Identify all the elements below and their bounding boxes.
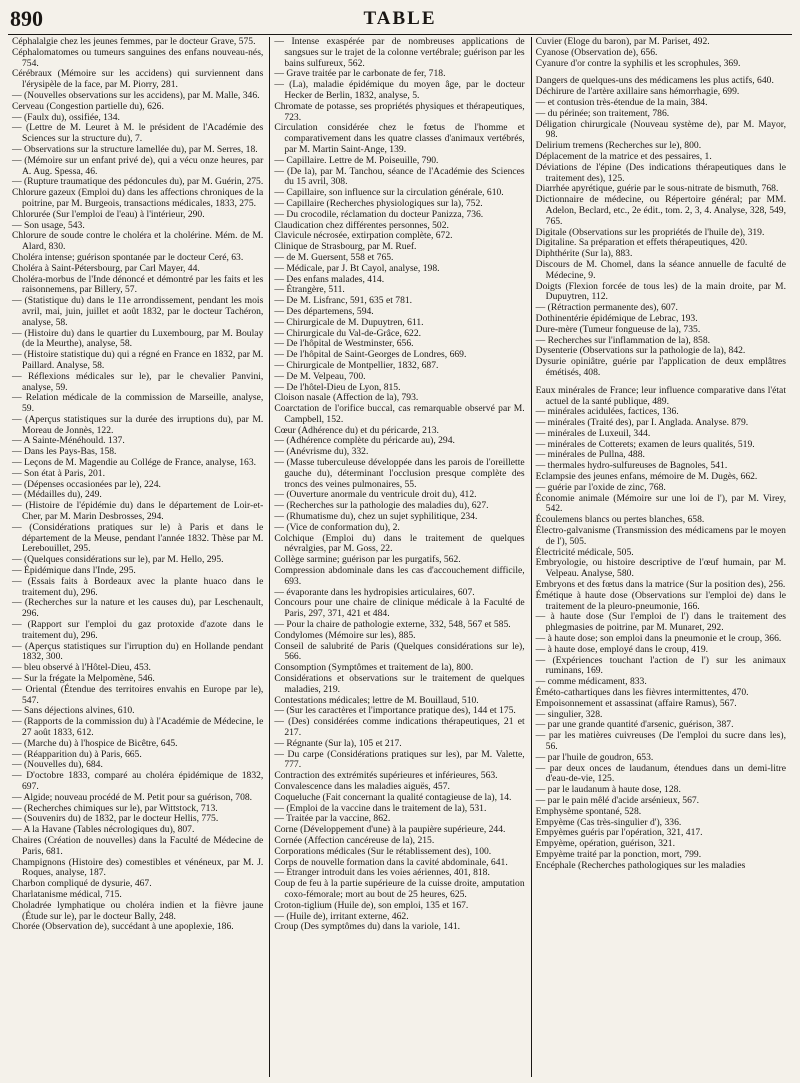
index-entry: — Etranger introduit dans les voies aériennes, 401, 818. [274,867,490,879]
index-entry: Écoulemens blancs ou pertes blanches, 658. [535,514,705,526]
index-entry: Diphthérite (Sur la), 883. [535,248,633,260]
index-entry: — bleu observé à l'Hôtel-Dieu, 453. [12,662,151,674]
index-entry: — (Rhumatisme du), chez un sujet syphilitique, 234. [274,511,478,523]
index-entry: — (Aperçus statistiques sur la durée des irruptions du), par M. Moreau de Jonnès, 122. [12,413,264,436]
index-entry: — Chirurgicale du Val-de-Grâce, 622. [274,327,422,339]
index-entry: — Des départemens, 594. [274,305,374,317]
index-entry: — (Ouverture anormale du ventricule droit du), 412. [274,489,477,501]
index-entry: Électro-galvanisme (Transmission des médicamens par le moyen de l'), 505. [535,525,786,547]
index-entry: Embryons et des fœtus dans la matrice (Sur la position des), 256. [535,579,786,591]
index-entry: — Dans les Pays-Bas, 158. [12,446,117,458]
index-entry: Convalescence dans les maladies aiguës, 457. [274,780,450,792]
index-entry: Chlorure de soude contre le choléra et la cholérine. Mém. de M. Alard, 830. [12,230,264,253]
index-entry: — et contusion très-étendue de la main, 384. [535,96,708,108]
index-entry: — évaporante dans les hydropisies articulaires, 607. [274,586,475,598]
index-entry: Consomption (Symptômes et traitement de la), 800. [274,662,474,674]
index-entry: — (Expériences touchant l'action de l') sur les animaux ruminans, 169. [535,654,786,677]
index-entry: — (Rapports de la commission du) à l'Académie de Médecine, le 27 août 1833, 612. [12,716,264,738]
index-entry: Coup de feu à la partie supérieure de la cuisse droite, amputation coxo-fémorale; mort au bout de 25 heures, 625. [274,878,525,900]
index-entry: Contraction des extrémités supérieures et inférieures, 563. [274,770,498,782]
index-entry: — Pour la chaire de pathologie externe, 332, 548, 567 et 585. [274,619,511,631]
index-column-2 [269,37,530,1077]
index-entry: — Réflexions médicales sur le), par le chevalier Panvini, analyse, 59. [12,370,264,393]
index-entry: Déligation chirurgicale (Nouveau système de), par M. Mayor, 98. [535,118,786,141]
index-entry: Considérations et observations sur le traitement de quelques maladies, 219. [274,673,525,695]
index-entry: — thermales hydro-sulfureuses de Bagnoles, 541. [535,460,728,472]
index-entry: Déchirure de l'artère axillaire sans hémorrhagie, 699. [535,86,740,98]
index-entry: Céphalalgie chez les jeunes femmes, par le docteur Grave, 575. [12,37,256,47]
index-entry: — minérales de Luxeuil, 344. [535,427,651,439]
index-entry: — A Sainte-Ménéhould. 137. [12,435,125,447]
index-entry: — Traitée par la vaccine, 862. [274,813,391,825]
index-entry: Choladrée lymphatique ou choléra indien et la fièvre jaune (Étude sur le), par le docteur Bally, 248. [12,899,264,922]
index-entry: — Étrangère, 511. [274,284,345,296]
index-entry: Digitaline. Sa préparation et effets thérapeutiques, 420. [535,237,748,249]
index-entry: — (Aperçus statistiques sur l'irruption du) en Hollande pendant 1832, 300. [12,640,264,663]
index-entry: Choléra-morbus de l'Inde dénoncé et démontré par les faits et les raisonnemens, par Billery, 57. [12,273,264,296]
index-entry: — Des enfans malades, 414. [274,273,385,285]
index-entry: — (Recherches sur la pathologie des maladies du), 627. [274,500,489,512]
index-entry: — (Recherches chimiques sur le), par Wittstock, 713. [12,802,218,814]
index-entry: Déviations de l'épine (Des indications thérapeutiques dans le traitement des), 125. [535,161,786,184]
index-entry: Charlatanisme médical, 715. [12,888,122,900]
index-entry: Chorée (Observation de), succédant à une apoplexie, 186. [12,921,234,933]
index-entry: Champignons (Histoire des) comestibles et vénéneux, par M. J. Roques, analyse, 187. [12,856,264,879]
page-header [8,6,792,35]
index-entry: — De l'hôtel-Dieu de Lyon, 815. [274,381,401,393]
index-entry: Dysenterie (Observations sur la pathologie de la), 842. [535,345,746,357]
index-entry: — Grave traitée par le carbonate de fer, 718. [274,68,446,80]
index-entry: — Observations sur la structure lamellée du), par M. Serres, 18. [12,143,258,155]
index-entry: — à haute dose, employé dans le croup, 419. [535,643,709,655]
index-entry: — (Adhérence complète du péricarde au), 294. [274,435,455,447]
index-entry: — (Souvenirs du) de 1832, par le docteur Hellis, 775. [12,813,219,825]
index-entry: — (Anévrisme du), 332. [274,446,369,458]
index-entry: — Leçons de M. Magendie au Collége de France, analyse, 163. [12,457,257,469]
index-entry: — (De la), par M. Tanchou, séance de l'Académie des Sciences du 15 avril, 308. [274,165,525,188]
index-entry: — (Quelques considérations sur le), par M. Hello, 295. [12,554,224,566]
index-entry: — par deux onces de laudanum, étendues dans un demi-litre d'eau-de-vie, 125. [535,762,786,785]
index-columns [8,37,792,1077]
index-entry: — comme médicament, 833. [535,676,647,688]
index-entry: Empyème traité par la ponction, mort, 799. [535,848,702,860]
index-entry: Cyanose (Observation de), 656. [535,46,658,58]
index-entry: — Oriental (Étendue des territoires envahis en Europe par le), 547. [12,683,264,706]
index-entry: — Algide; nouveau procédé de M. Petit pour sa guérison, 708. [12,791,253,803]
index-entry: Céphalomatomes ou tumeurs sanguines des enfans nouveau-nés, 754. [12,46,264,69]
index-entry: — minérales acidulées, factices, 136. [535,406,679,418]
index-entry: — D'octobre 1833, comparé au choléra épidémique de 1832, 697. [12,770,264,792]
index-entry: — (Mémoire sur un enfant privé de), qui a vécu onze heures, par A. Aug. Spessa, 46. [12,154,264,177]
index-entry: — par le pain mêlé d'acide arsénieux, 567. [535,794,700,806]
index-entry: — (Nouvelles observations sur les accidens), par M. Malle, 346. [12,89,260,101]
index-entry: Circulation considérée chez le fœtus de l'homme et comparativement dans les quatre classes d'animaux vertébrés, par M. Martin Saint-Ange, 139. [274,122,525,155]
index-entry: — (Statistique du) dans le 11e arrondissement, pendant les mois avril, mai, juin, juillet et août 1832, par le docteur Tachéron, analyse, 58. [12,295,264,328]
index-entry: — minérales de Cotterets; examen de leurs qualités, 519. [535,438,755,450]
index-entry: Dure-mère (Tumeur fongueuse de la), 735. [535,323,701,335]
index-entry: Empyème, opération, guérison, 321. [535,838,675,850]
index-entry: — De l'hôpital de Saint-Georges de Londres, 669. [274,349,467,361]
index-entry: — à haute dose; son emploi dans la pneumonie et le croup, 366. [535,633,782,645]
index-entry: Diarrhée apyrétique, guérie par le sous-nitrate de bismuth, 768. [535,183,779,195]
index-entry: — Capillaire. Lettre de M. Poiseuille, 790. [274,154,439,166]
index-entry: Chlorure gazeux (Emploi du) dans les affections chroniques de la poitrine, par M. Burgeois, transactions médicales, 1833, 275. [12,187,264,209]
index-entry: — Sans déjections alvines, 610. [12,705,135,717]
index-entry: — (Masse tuberculeuse développée dans les parois de l'oreillette gauche du), déterminant l'occlusion presque complète des troncs des veines pulmonaires, 55. [274,457,525,490]
index-entry: — à haute dose (Sur l'emploi de l') dans le traitement des phlegmasies de poitrine, par M. Munaret, 292. [535,611,786,634]
index-entry: — (Médailles du), 249. [12,489,102,501]
page-number: 890 [10,6,43,31]
index-entry: — Sur la frégate la Melpomène, 546. [12,673,155,685]
index-entry: Eclampsie des jeunes enfans, mémoire de M. Dugès, 662. [535,471,758,483]
index-entry: Coqueluche (Fait concernant la qualité contagieuse de la), 14. [274,791,512,803]
index-entry: — par les matières cuivreuses (De l'emploi du sucre dans les), 56. [535,730,786,752]
index-entry: — De M. Velpeau, 700. [274,370,366,382]
index-entry: — Épidémique dans l'Inde, 295. [12,565,136,577]
index-entry: — Son usage, 543. [12,219,85,231]
index-entry: Claudication chez différentes personnes, 502. [274,219,449,231]
index-entry: Doigts (Flexion forcée de tous les) de la main droite, par M. Dupuytren, 112. [535,280,786,303]
index-entry: — minérales de Pullna, 488. [535,449,645,461]
index-entry: Cloison nasale (Affection de la), 793. [274,392,419,404]
index-entry: — (Faulx du), ossifiée, 134. [12,111,120,123]
index-entry: Emphysème spontané, 528. [535,805,642,817]
index-entry: Empyèmes guéris par l'opération, 321, 417. [535,827,703,839]
index-entry: — Chirurgicale de M. Dupuytren, 611. [274,316,424,328]
index-entry: Cerveau (Congestion partielle du), 626. [12,100,164,112]
index-entry: — (Emploi de la vaccine dans le traitement de la), 531. [274,802,487,814]
index-entry: Charbon compliqué de dysurie, 467. [12,878,152,890]
index-entry: Dangers de quelques-uns des médicamens les plus actifs, 640. [535,75,774,87]
index-entry: — Du carpe (Considérations pratiques sur les), par M. Valette, 777. [274,748,525,771]
index-entry: Corne (Développement d'une) à la paupière supérieure, 244. [274,824,506,836]
index-entry: Cérébraux (Mémoire sur les accidens) qui surviennent dans l'érysipèle de la face, par M. Piorry, 281. [12,68,264,91]
index-entry: Collège sarmine; guérison par les purgatifs, 562. [274,554,461,566]
index-entry: — (Huile de), irritant externe, 462. [274,910,409,922]
index-entry: — (Histoire de l'épidémie du) dans le département de Loir-et-Cher, par M. Marin Desbrosses, 294. [12,500,264,523]
index-entry: Eaux minérales de France; leur influence comparative dans l'état actuel de la santé publique, 489. [535,384,786,407]
index-entry: Cornée (Affection cancéreuse de la), 215. [274,834,435,846]
index-entry: Dysurie opiniâtre, guérie par l'application de deux emplâtres émétisés, 408. [535,356,786,378]
index-column-1 [8,37,269,1077]
index-entry: — (Nouvelles du), 684. [12,759,103,771]
index-entry: Cuvier (Éloge du baron), par M. Pariset, 492. [535,37,710,47]
index-entry: — (Recherches sur la nature et les causes du), par Leschenault, 296. [12,597,264,620]
index-entry: — singulier, 328. [535,708,603,720]
index-entry: — par l'huile de goudron, 653. [535,751,654,763]
index-entry: Colchique (Emploi du) dans le traitement de quelques névralgies, par M. Goss, 22. [274,532,525,555]
index-entry: Compression abdominale dans les cas d'accouchement difficile, 693. [274,565,525,587]
index-entry: — (Histoire du) dans le quartier du Luxembourg, par M. Boulay (de la Meurthe), analyse, 58. [12,327,264,350]
index-entry: — Du crocodile, réclamation du docteur Panizza, 736. [274,208,484,220]
index-entry: Choléra intense; guérison spontanée par le docteur Ceré, 63. [12,251,244,263]
index-entry: Encéphale (Recherches pathologiques sur les maladies [535,859,746,871]
index-entry: — Relation médicale de la commission de Marseille, analyse, 59. [12,392,264,415]
index-entry: Coarctation de l'orifice buccal, cas remarquable observé par M. Campbell, 152. [274,403,525,425]
index-entry: Corporations médicales (Sur le rétablissement des), 100. [274,845,492,857]
index-entry: Contestations médicales; lettre de M. Bouillaud, 510. [274,694,479,706]
index-entry: — (Histoire statistique du) qui a régné en France en 1832, par M. Paillard. Analyse, 58. [12,349,264,371]
index-column-3 [531,37,792,1077]
index-entry: Chlorurée (Sur l'emploi de l'eau) à l'intérieur, 290. [12,208,205,220]
index-entry: Concours pour une chaire de clinique médicale à la Faculté de Paris, 297, 371, 421 et 484. [274,597,525,620]
index-entry: Empoisonnement et assassinat (affaire Ramus), 567. [535,697,737,709]
index-entry: — par le laudanum à haute dose, 128. [535,784,681,796]
index-entry: Économie animale (Mémoire sur une loi de l'), par M. Virey, 542. [535,492,786,515]
index-entry: — Régnante (Sur la), 105 et 217. [274,737,402,749]
index-entry: — Médicale, par J. Bt Cayol, analyse, 198. [274,262,440,274]
index-entry: — de M. Guersent, 558 et 765. [274,251,394,263]
index-entry: Conseil de salubrité de Paris (Quelques considérations sur le), 566. [274,640,525,663]
index-entry: — A la Havane (Tables nécrologiques du), 807. [12,824,195,836]
index-entry: — (Rétraction permanente des), 607. [535,302,678,314]
index-entry: — (Des) considérées comme indications thérapeutiques, 21 et 217. [274,716,525,738]
index-entry: Cœur (Adhérence du) et du péricarde, 213. [274,424,439,436]
index-entry: — (Rupture traumatique des pédoncules du), par M. Guérin, 275. [12,176,264,188]
index-entry: — De M. Lisfranc, 591, 635 et 781. [274,295,413,307]
index-entry: Croton-tiglium (Huile de), son emploi, 135 et 167. [274,899,469,911]
index-entry: Clinique de Strasbourg, par M. Ruef. [274,241,417,253]
index-entry: — guérie par l'oxide de zinc, 768. [535,481,666,493]
index-entry: Dothinentérie épidémique de Lebrac, 193. [535,312,698,324]
index-entry: — De l'hôpital de Westminster, 656. [274,338,414,350]
index-entry: — minérales (Traité des), par I. Anglada. Analyse. 879. [535,417,749,429]
index-entry: — par une grande quantité d'arsenic, guérison, 387. [535,719,734,731]
index-entry: Discours de M. Chomel, dans la séance annuelle de faculté de Médecine, 9. [535,258,786,281]
index-entry: Éméto-cathartiques dans les fièvres intermittentes, 470. [535,687,749,699]
index-entry: — Son état à Paris, 201. [12,467,105,479]
index-entry: Embryologie, ou histoire descriptive de l'œuf humain, par M. Velpeau. Analyse, 580. [535,557,786,580]
index-entry: — (Considérations pratiques sur le) à Paris et dans le département de la Meuse, pendant l'année 1832. Thèse par M. Lerebouillet, 295. [12,521,264,555]
index-entry: Empyème (Cas très-singulier d'), 336. [535,816,682,828]
index-entry: Chromate de potasse, ses propriétés physiques et thérapeutiques, 723. [274,100,525,123]
index-entry: — (Rapport sur l'emploi du gaz protoxide d'azote dans le traitement du), 296. [12,619,264,641]
index-entry: Corps de nouvelle formation dans la cavité abdominale, 641. [274,856,508,868]
index-entry: — (Réapparition du) à Paris, 665. [12,748,142,760]
index-entry: — (La), maladie épidémique du moyen âge, par le docteur Hecker de Berlin, 1832, analyse, 5. [274,79,525,101]
index-entry: Delirium tremens (Recherches sur le), 800. [535,140,702,152]
index-entry: Émétique à haute dose (Observations sur l'emploi de) dans le traitement de la pleuro-pneumonie, 166. [535,589,786,612]
index-entry: — Recherches sur l'inflammation de la), 858. [535,334,711,346]
index-entry: Dictionnaire de médecine, ou Répertoire général; par MM. Adelon, Beclard, etc., 2e édit., tom. 2, 3, 4. Analyse, 328, 549, 765. [535,194,786,227]
index-entry: Digitale (Observations sur les propriétés de l'huile de), 319. [535,226,765,238]
index-entry: — (Sur les caractères et l'importance pratique des), 144 et 175. [274,705,516,717]
index-entry: Électricité médicale, 505. [535,546,634,558]
index-entry: — (Marche du) à l'hospice de Bicêtre, 645. [12,737,178,749]
index-entry: Cyanure d'or contre la syphilis et les scrophules, 369. [535,57,741,69]
index-entry: — Chirurgicale de Montpellier, 1832, 687. [274,359,439,371]
index-entry: — (Essais faits à Bordeaux avec la plante huaco dans le traitement du), 296. [12,575,264,598]
index-entry: — (Lettre de M. Leuret à M. le président de l'Académie des Sciences sur la structure du), 7. [12,122,264,145]
index-entry: — Intense exaspérée par de nombreuses applications de sangsues sur le trajet de la colonne vertébrale; guérison par les bains sulfureux, 562. [274,37,525,69]
running-head: TABLE [363,8,437,29]
index-entry: Déplacement de la matrice et des pessaires, 1. [535,150,712,162]
index-entry: — Capillaire, son influence sur la circulation générale, 610. [274,187,504,199]
index-entry: Choléra à Saint-Pétersbourg, par Carl Mayer, 44. [12,262,200,274]
index-entry: Chaires (Création de nouvelles) dans la Faculté de Médecine de Paris, 681. [12,834,264,857]
index-entry: — Capillaire (Recherches physiologiques sur la), 752. [274,197,483,209]
index-entry: — (Dépenses occasionées par le), 224. [12,478,161,490]
index-entry: Clavicule nécrosée, extirpation complète, 672. [274,230,453,242]
index-entry: — du périnée; son traitement, 786. [535,107,670,119]
index-entry: — (Vice de conformation du), 2. [274,521,400,533]
index-entry: Croup (Des symptômes du) dans la variole, 141. [274,921,461,933]
index-entry: Condylomes (Mémoire sur les), 885. [274,629,416,641]
